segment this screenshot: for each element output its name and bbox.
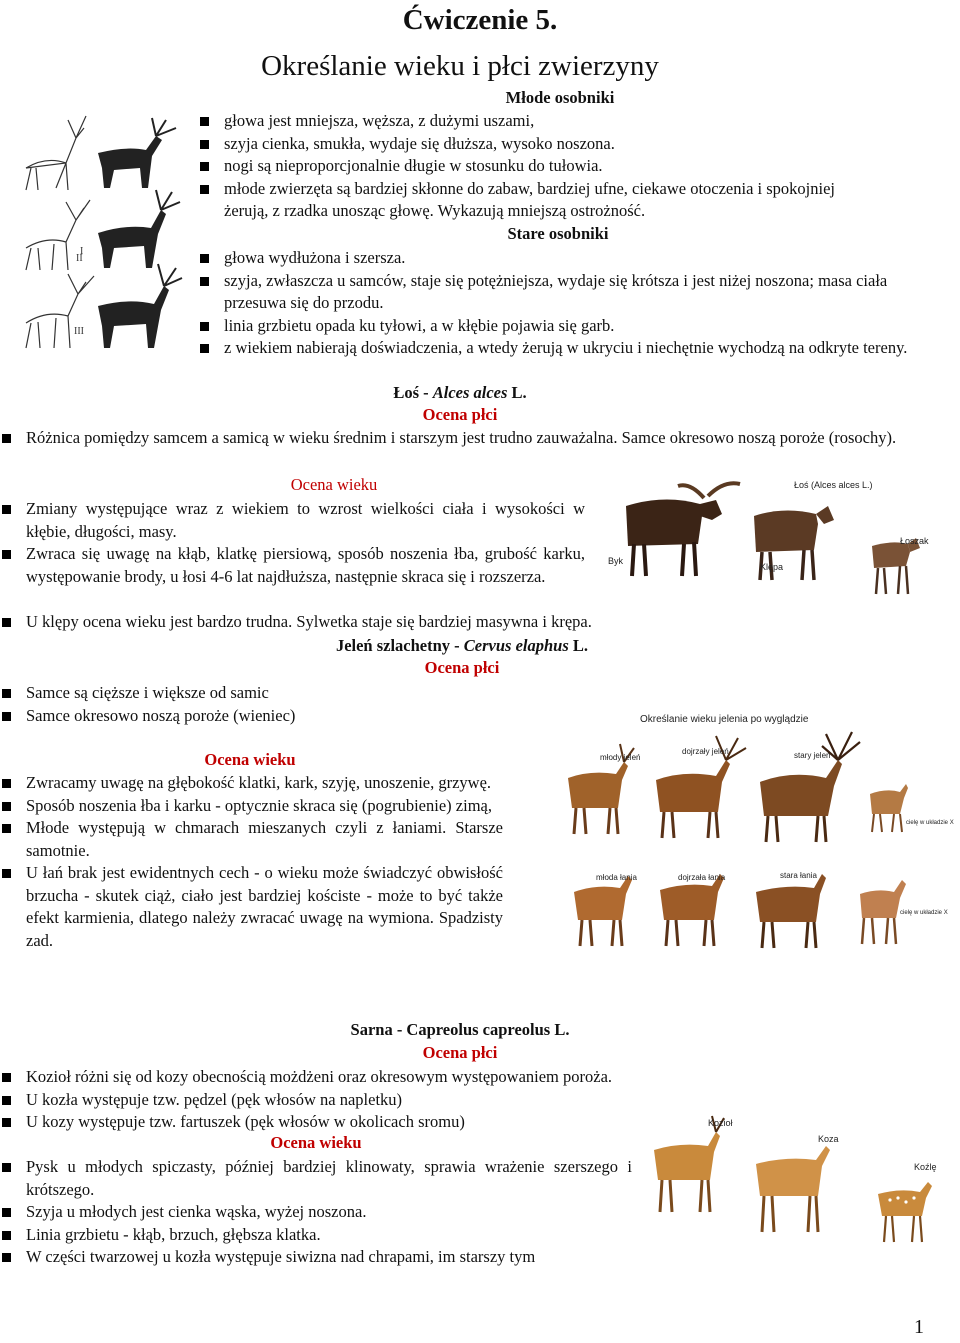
- bullet-square-icon: [2, 712, 11, 721]
- bullet-square-icon: [2, 802, 11, 811]
- bullet-square-icon: [2, 1163, 11, 1172]
- deer-silhouette-row-3-dark: [98, 264, 182, 348]
- label-doe: Koza: [818, 1134, 839, 1144]
- label-fawn: Koźlę: [914, 1162, 937, 1172]
- moose-age-list: [0, 498, 585, 588]
- moose-figure: [604, 476, 934, 602]
- list-item: Pysk u młodych spiczasty, później bardziej klinowaty, sprawia wrażenie szerszego i krótszego.: [0, 1156, 632, 1201]
- roe-deer-heading: Sarna - Capreolus capreolus L.: [350, 1020, 570, 1039]
- page-title: Ćwiczenie 5.: [402, 4, 558, 36]
- young-hind-illustration: [574, 876, 632, 946]
- list-item: szyja, zwłaszcza u samców, staje się potężniejsza, wydaje się krótsza i jest niżej noszona; masa ciała przesuwa się do przodu.: [198, 270, 928, 315]
- bullet-square-icon: [2, 779, 11, 788]
- list-item: U kozła występuje tzw. pędzel (pęk włosów na napletku): [0, 1089, 760, 1112]
- bullet-square-icon: [2, 618, 11, 627]
- list-item: Młode występują w chmarach mieszanych czyli z łaniami. Starsze samotnie.: [0, 817, 503, 862]
- list-item: głowa jest mniejsza, węższa, z dużymi uszami,: [198, 110, 878, 133]
- list-item: Samce okresowo noszą poroże (wieniec): [0, 705, 600, 728]
- bullet-square-icon: [200, 117, 209, 126]
- roe-deer-age-heading: Ocena wieku: [270, 1133, 362, 1152]
- list-item: Zmiany występujące wraz z wiekiem to wzrost wielkości ciała i wysokości w kłębie, długości, masy.: [0, 498, 585, 543]
- old-hind-illustration: [756, 874, 826, 948]
- moose-label-bull: Byk: [608, 556, 624, 566]
- list-item: Kozioł różni się od kozy obecnością możdżeni oraz okresowym występowaniem poroża.: [0, 1066, 760, 1089]
- red-deer-sex-list: [0, 682, 600, 727]
- bullet-square-icon: [200, 162, 209, 171]
- bullet-square-icon: [2, 869, 11, 878]
- old-heading: Stare osobniki: [507, 224, 609, 243]
- bullet-square-icon: [2, 1073, 11, 1082]
- deer-silhouette-row-1: [26, 116, 86, 190]
- roe-deer-age-list: [0, 1156, 632, 1269]
- deer-silhouette-row-2-dark: [98, 190, 180, 268]
- list-item: linia grzbietu opada ku tyłowi, a w kłębie pojawia się garb.: [198, 315, 928, 338]
- label-roman-III: III: [74, 326, 84, 337]
- bullet-square-icon: [2, 689, 11, 698]
- bullet-square-icon: [200, 322, 209, 331]
- bullet-square-icon: [2, 550, 11, 559]
- roe-doe-illustration: [756, 1146, 830, 1232]
- moose-sex-list: [0, 427, 925, 450]
- list-item: z wiekiem nabierają doświadczenia, a wtedy żerują w ukryciu i niechętnie wychodzą na odkryte tereny.: [198, 337, 928, 360]
- mature-hind-illustration: [660, 874, 724, 946]
- old-stag-illustration: [760, 732, 860, 842]
- label-roman-II: II: [76, 253, 83, 264]
- calf-x-illustration: [870, 784, 908, 832]
- moose-calf-illustration: [872, 538, 920, 594]
- list-item: głowa wydłużona i szersza.: [198, 247, 928, 270]
- list-item: U kozy występuje tzw. fartuszek (pęk włosów w okolicach sromu): [0, 1111, 760, 1134]
- bullet-square-icon: [2, 1253, 11, 1262]
- label-buck: Kozioł: [708, 1118, 733, 1128]
- list-item: młode zwierzęta są bardziej skłonne do zabaw, bardziej ufne, ciekawe otoczenia i spokojniej żerują, z rzadka unosząc głowę. Wykazują mniejszą ostrożność.: [198, 178, 878, 223]
- young-list: [198, 110, 878, 223]
- bullet-square-icon: [2, 1231, 11, 1240]
- roe-deer-sex-heading: Ocena płci: [422, 1043, 498, 1062]
- page-subtitle: Określanie wieku i płci zwierzyny: [261, 50, 659, 82]
- list-item: Sposób noszenia łba i karku - optycznie skraca się (pogrubienie) zimą,: [0, 795, 503, 818]
- deer-silhouette-row-1-dark: [98, 118, 176, 188]
- label-calf-x: cielę w układzie X: [906, 820, 954, 826]
- list-item: Linia grzbietu - kłąb, brzuch, głębsza klatka.: [0, 1224, 632, 1247]
- bullet-square-icon: [2, 1096, 11, 1105]
- label-calf-y: cielę w układzie X: [900, 910, 948, 916]
- moose-age-heading: Ocena wieku: [290, 475, 378, 494]
- deer-age-silhouettes-figure: [6, 108, 184, 360]
- roe-buck-illustration: [654, 1116, 724, 1212]
- label-mature-hind: dojrzała łania: [678, 873, 726, 882]
- bullet-square-icon: [2, 824, 11, 833]
- label-mature-stag: dojrzały jeleń: [682, 747, 729, 756]
- list-item: Zwracamy uwagę na głębokość klatki, kark, szyję, unoszenie, grzywę.: [0, 772, 503, 795]
- page-number: 1: [914, 1316, 924, 1338]
- bullet-square-icon: [200, 277, 209, 286]
- list-item: U klępy ocena wieku jest bardzo trudna. Sylwetka staje się bardziej masywna i krępa.: [0, 611, 760, 634]
- list-item: szyja cienka, smukła, wydaje się dłuższa, wysoko noszona.: [198, 133, 878, 156]
- red-deer-heading: Jeleń szlachetny - Cervus elaphus L.: [335, 636, 589, 655]
- bullet-square-icon: [2, 434, 11, 443]
- moose-heading: Łoś - Alces alces L.: [393, 383, 527, 402]
- list-item: nogi są nieproporcjonalnie długie w stosunku do tułowia.: [198, 155, 878, 178]
- roe-fawn-illustration: [878, 1182, 932, 1242]
- red-deer-sex-heading: Ocena płci: [424, 658, 500, 677]
- list-item: U łań brak jest ewidentnych cech - o wieku może świadczyć obwisłość brzucha - skutek ciąż, ciało jest bardziej kościste - może to być także efekt karmienia, dlatego należy zwracać uwagę na wymiona. Spadzisty zad.: [0, 862, 503, 952]
- roe-deer-figure: [646, 1108, 958, 1248]
- bullet-square-icon: [2, 505, 11, 514]
- moose-bull-illustration: [626, 483, 740, 576]
- label-young-hind: młoda łania: [596, 873, 637, 882]
- list-item: W części twarzowej u kozła występuje siwizna nad chrapami, im starszy tym: [0, 1246, 632, 1269]
- moose-label-cow: Klępa: [760, 562, 784, 572]
- red-deer-age-list: [0, 772, 503, 952]
- label-roman-I: I: [80, 246, 84, 257]
- list-item: Zwraca się uwagę na kłąb, klatkę piersiową, sposób noszenia łba, grubość karku, występowanie brody, u łosi 4-6 lat najdłuższa, następnie skraca się i rozszerza.: [0, 543, 585, 588]
- list-item: Samce są cięższe i większe od samic: [0, 682, 600, 705]
- red-deer-figure-title: Określanie wieku jelenia po wyglądzie: [640, 714, 809, 725]
- red-deer-age-heading: Ocena wieku: [204, 750, 296, 769]
- list-item: Szyja u młodych jest cienka wąska, wyżej noszona.: [0, 1201, 632, 1224]
- label-old-hind: stara łania: [780, 871, 817, 880]
- moose-label-calf: Łoszak: [900, 536, 929, 546]
- moose-figure-title: Łoś (Alces alces L.): [794, 480, 873, 490]
- bullet-square-icon: [2, 1118, 11, 1127]
- red-deer-figure: [560, 708, 954, 958]
- bullet-square-icon: [2, 1208, 11, 1217]
- young-heading: Młode osobniki: [505, 88, 615, 107]
- moose-sex-heading: Ocena płci: [422, 405, 498, 424]
- label-young-stag: młody jeleń: [600, 753, 641, 762]
- moose-age-list-2: [0, 611, 760, 634]
- bullet-square-icon: [200, 254, 209, 263]
- bullet-square-icon: [200, 185, 209, 194]
- bullet-square-icon: [200, 344, 209, 353]
- label-old-stag: stary jeleń: [794, 751, 831, 760]
- list-item: Różnica pomiędzy samcem a samicą w wieku średnim i starszym jest trudno zauważalna. Samce okresowo noszą poroże (rosochy).: [0, 427, 925, 450]
- bullet-square-icon: [200, 140, 209, 149]
- old-list: [198, 247, 928, 360]
